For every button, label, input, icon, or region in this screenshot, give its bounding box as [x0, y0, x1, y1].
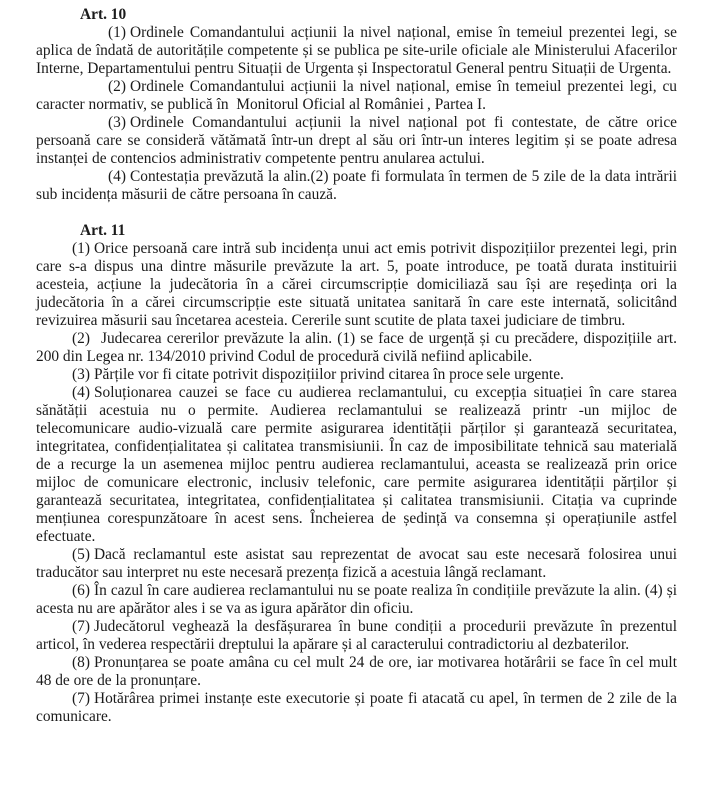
article-11-paragraph-6	[36, 582, 677, 618]
paragraph-number: (7)	[72, 690, 90, 707]
paragraph-text: Soluționarea cauzei se face cu audierea reclamantului, cu excepția situației în care starea sănătății acestuia nu o permite. Audierea reclamantului se realizează printr -un mijloc de telecomunicare audio-vizuală care permite asigurarea identității părților și garantează securitatea, integritatea, confidențialitatea și calitatea transmisiunii. În caz de imposibilitate tehnică sau materială de a recurge la un asemenea mijloc pentru audierea reclamantului, aceasta se realizează prin orice mijloc de comunicare electronic, inclusiv telefonic, care permite asigurarea identității părților și garantează securitatea, integritatea, confidențialitatea și calitatea transmisiunii. Citația va cuprinde mențiunea corespunzătoare în acest sens. Încheierea de ședință va consemna și operațiunile astfel efectuate.	[36, 384, 677, 545]
paragraph-number: (3)	[72, 366, 90, 383]
article-11-paragraph-3	[36, 366, 677, 384]
paragraph-text: Ordinele Comandantului acțiunii la nivel național, emise în temeiul prezentei legi, cu caracter normativ, se publică în Monitorul Oficial al României , Partea I.	[36, 78, 677, 113]
paragraph-text: Orice persoană care intră sub incidența unui act emis potrivit dispozițiilor prezentei legi, prin care s-a dispus una dintre măsurile prevăzute la art. 5, poate introduce, pe toată durata instituirii acesteia, acțiune la judecătoria în a cărei circumscripție domiciliază sau își are reședința ori la judecătoria în a cărei circumscripție este situată unitatea sanitară în care este internată, solicitând revizuirea măsurii sau încetarea acesteia. Cererile sunt scutite de plata taxei judiciare de timbru.	[36, 240, 677, 329]
paragraph-number: (4)	[72, 384, 90, 401]
paragraph-text: Pronunțarea se poate amâna cu cel mult 24 de ore, iar motivarea hotărârii se face în cel mult 48 de ore de la pronunțare.	[36, 654, 677, 689]
paragraph-number: (5)	[72, 546, 90, 563]
article-10-paragraph-1	[36, 24, 677, 78]
article-11-heading: Art. 11	[80, 222, 126, 239]
paragraph-number: (3)	[108, 114, 126, 131]
article-10-heading: Art. 10	[80, 6, 127, 23]
paragraph-number: (7)	[72, 618, 90, 635]
article-11-paragraph-1	[36, 240, 677, 330]
paragraph-text: Ordinele Comandantului acțiunii la nivel național pot fi contestate, de către orice persoană care se consideră vătămată într-un drept al său ori într-un interes legitim și se poate adresa instanței de contencios administrativ competente pentru anularea actului.	[36, 114, 677, 167]
paragraph-number: (6)	[72, 582, 90, 599]
paragraph-number: (2)	[72, 330, 90, 347]
paragraph-text: În cazul în care audierea reclamantului nu se poate realiza în condițiile prevăzute la alin. (4) și acesta nu are apărător ales i se va as igura apărător din oficiu.	[36, 582, 677, 617]
paragraph-text: Părțile vor fi citate potrivit dispozițiilor privind citarea în proce sele urgente.	[93, 366, 564, 383]
article-11	[36, 222, 677, 726]
article-11-paragraph-2	[36, 330, 677, 366]
paragraph-text: Contestația prevăzută la alin.(2) poate fi formulata în termen de 5 zile de la data intrării sub incidența măsurii de către persoana în cauză.	[36, 168, 677, 203]
paragraph-number: (1)	[72, 240, 90, 257]
article-11-paragraph-5	[36, 546, 677, 582]
paragraph-number: (4)	[108, 168, 126, 185]
article-11-paragraph-9	[36, 690, 677, 726]
paragraph-number: (2)	[108, 78, 126, 95]
article-11-paragraph-7	[36, 618, 677, 654]
article-10-paragraph-4	[36, 168, 677, 204]
article-10-paragraph-2	[36, 78, 677, 114]
paragraph-text: Judecarea cererilor prevăzute la alin. (1) se face de urgență și cu precădere, dispozițiile art. 200 din Legea nr. 134/2010 privind Codul de procedură civilă nefiind aplicabile.	[36, 330, 677, 365]
paragraph-number: (8)	[72, 654, 90, 671]
paragraph-text: Ordinele Comandantului acțiunii la nivel național, emise în temeiul prezentei legi, se aplica de îndată de autoritățile competente și se publica pe site-urile oficiale ale Ministerului Afacerilor Interne, Departamentului pentru Situații de Urgenta și Inspectoratul General pentru Situații de Urgenta.	[36, 24, 677, 77]
article-11-paragraph-8	[36, 654, 677, 690]
paragraph-number: (1)	[108, 24, 126, 41]
paragraph-text: Hotărârea primei instanțe este executorie și poate fi atacată cu apel, în termen de 2 zile de la comunicare.	[36, 690, 677, 725]
paragraph-text: Judecătorul veghează la desfășurarea în bune condiții a procedurii prevăzute în prezentul articol, în vederea respectării dreptului la apărare și al caracterului contradictoriu al dezbaterilor.	[36, 618, 677, 653]
article-10-paragraph-3	[36, 114, 677, 168]
paragraph-text: Dacă reclamantul este asistat sau reprezentat de avocat sau este necesară folosirea unui traducător sau interpret nu este necesară prezența fizică a acestuia lângă reclamant.	[36, 546, 677, 581]
article-11-paragraph-4	[36, 384, 677, 546]
article-10	[36, 6, 677, 204]
